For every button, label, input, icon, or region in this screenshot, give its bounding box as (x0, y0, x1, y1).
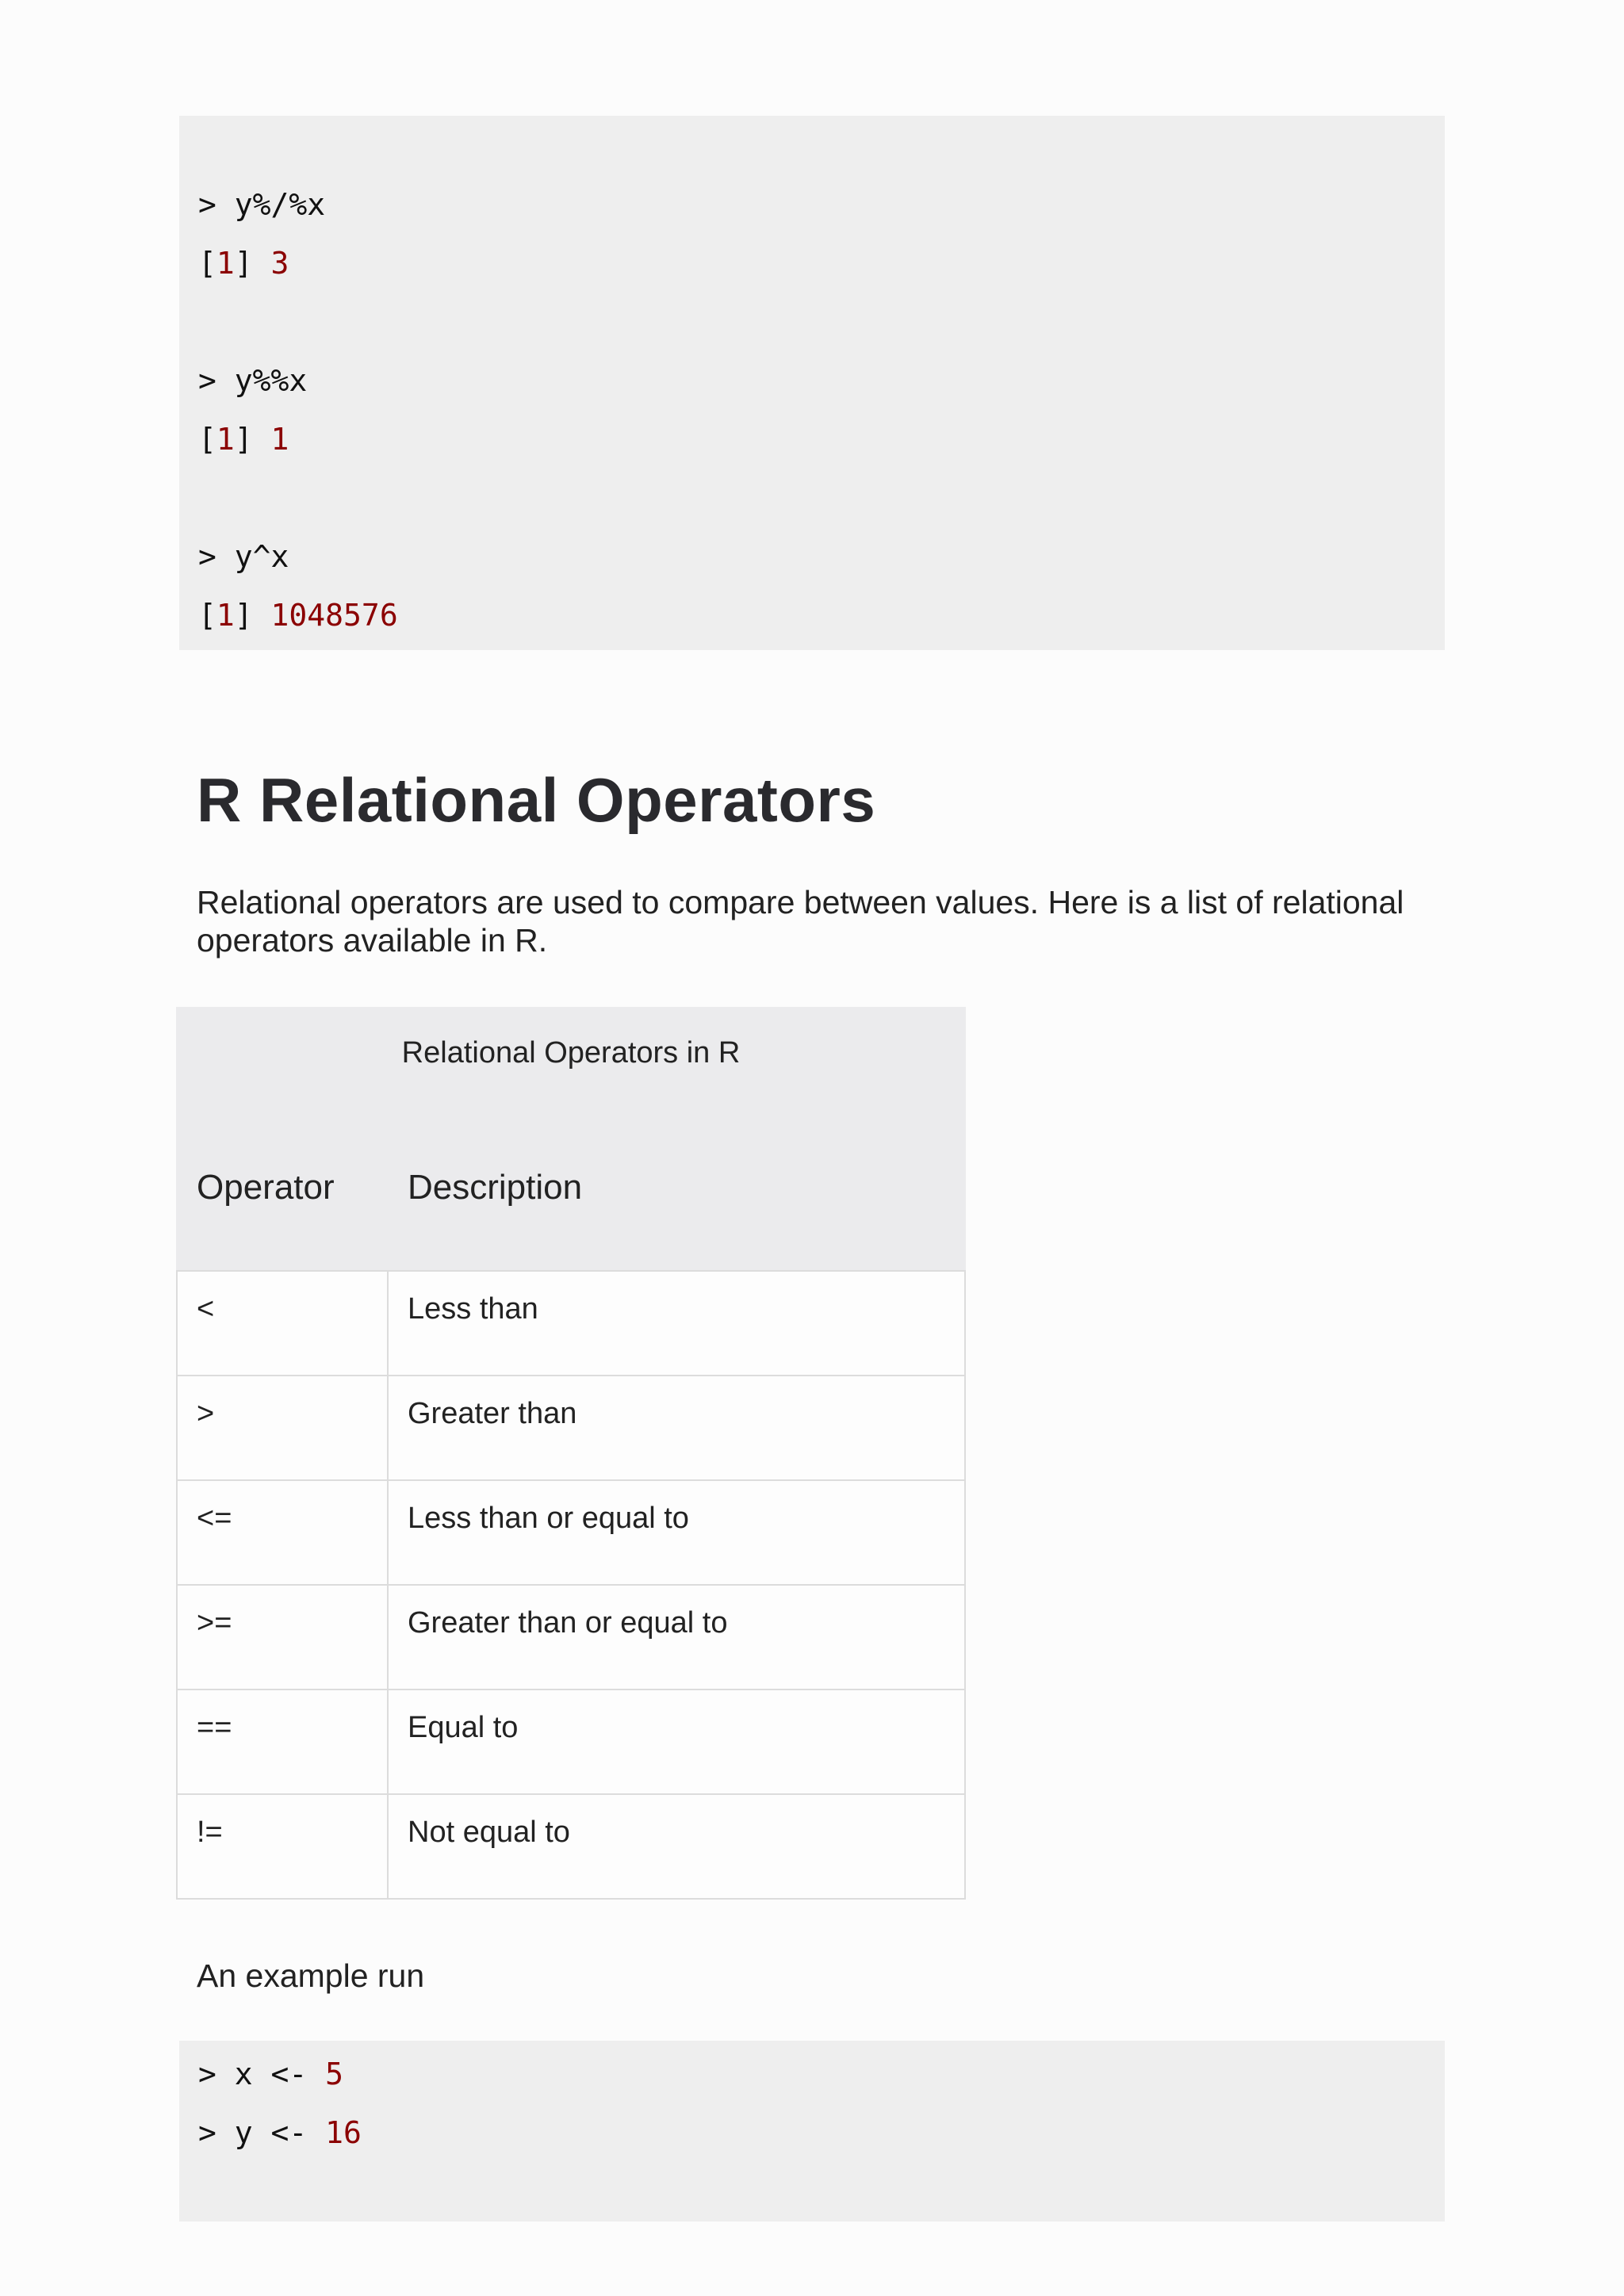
code-command: y%/%x (234, 187, 326, 222)
code-input-line: > x <- 5 (198, 2057, 344, 2091)
table-row (177, 1794, 965, 1899)
output-index: 1 (216, 422, 235, 457)
description-cell: Equal to (388, 1689, 965, 1794)
table-caption: Relational Operators in R (401, 1036, 741, 1070)
operator-cell: > (177, 1376, 388, 1480)
code-output-line: [1] 3 (198, 246, 289, 281)
table-row (177, 1271, 965, 1376)
description-cell: Not equal to (388, 1794, 965, 1899)
column-header-operator: Operator (197, 1168, 335, 1207)
table-row (177, 1376, 965, 1480)
operator-cell: == (177, 1689, 388, 1794)
code-input-line: > y%/%x (198, 187, 326, 222)
table-row (177, 1585, 965, 1689)
code-block-output (179, 116, 1445, 650)
description-cell: Greater than (388, 1376, 965, 1480)
example-label: An example run (197, 1957, 425, 1994)
operator-cell: >= (177, 1585, 388, 1689)
operator-cell: != (177, 1794, 388, 1899)
code-command: y%%x (234, 363, 308, 398)
code-input-line: > y <- 16 (198, 2115, 362, 2150)
code-input-line: > y%%x (198, 363, 308, 398)
column-header-description: Description (408, 1168, 583, 1207)
code-command: x <- (234, 2057, 326, 2091)
output-index: 1 (216, 598, 235, 633)
relational-operators-table (176, 1270, 966, 1900)
description-cell: Greater than or equal to (388, 1585, 965, 1689)
intro-paragraph: Relational operators are used to compare between values. Here is a list of relational operators available in R. (197, 884, 1404, 959)
operator-cell: <= (177, 1480, 388, 1585)
description-cell: Less than or equal to (388, 1480, 965, 1585)
code-output-line: [1] 1 (198, 422, 289, 457)
code-number: 5 (325, 2057, 344, 2091)
code-number: 16 (325, 2115, 362, 2150)
code-command: y <- (234, 2115, 326, 2150)
code-block-example (179, 2041, 1445, 2221)
table-row (177, 1480, 965, 1585)
section-title: R Relational Operators (197, 765, 876, 835)
code-input-line: > y^x (198, 539, 289, 574)
output-value: 1 (270, 422, 289, 457)
table-row (177, 1689, 965, 1794)
code-command: y^x (234, 539, 289, 574)
output-value: 3 (270, 246, 289, 281)
code-output-line: [1] 1048576 (198, 598, 398, 633)
output-value: 1048576 (270, 598, 398, 633)
description-cell: Less than (388, 1271, 965, 1376)
operator-cell: < (177, 1271, 388, 1376)
output-index: 1 (216, 246, 235, 281)
